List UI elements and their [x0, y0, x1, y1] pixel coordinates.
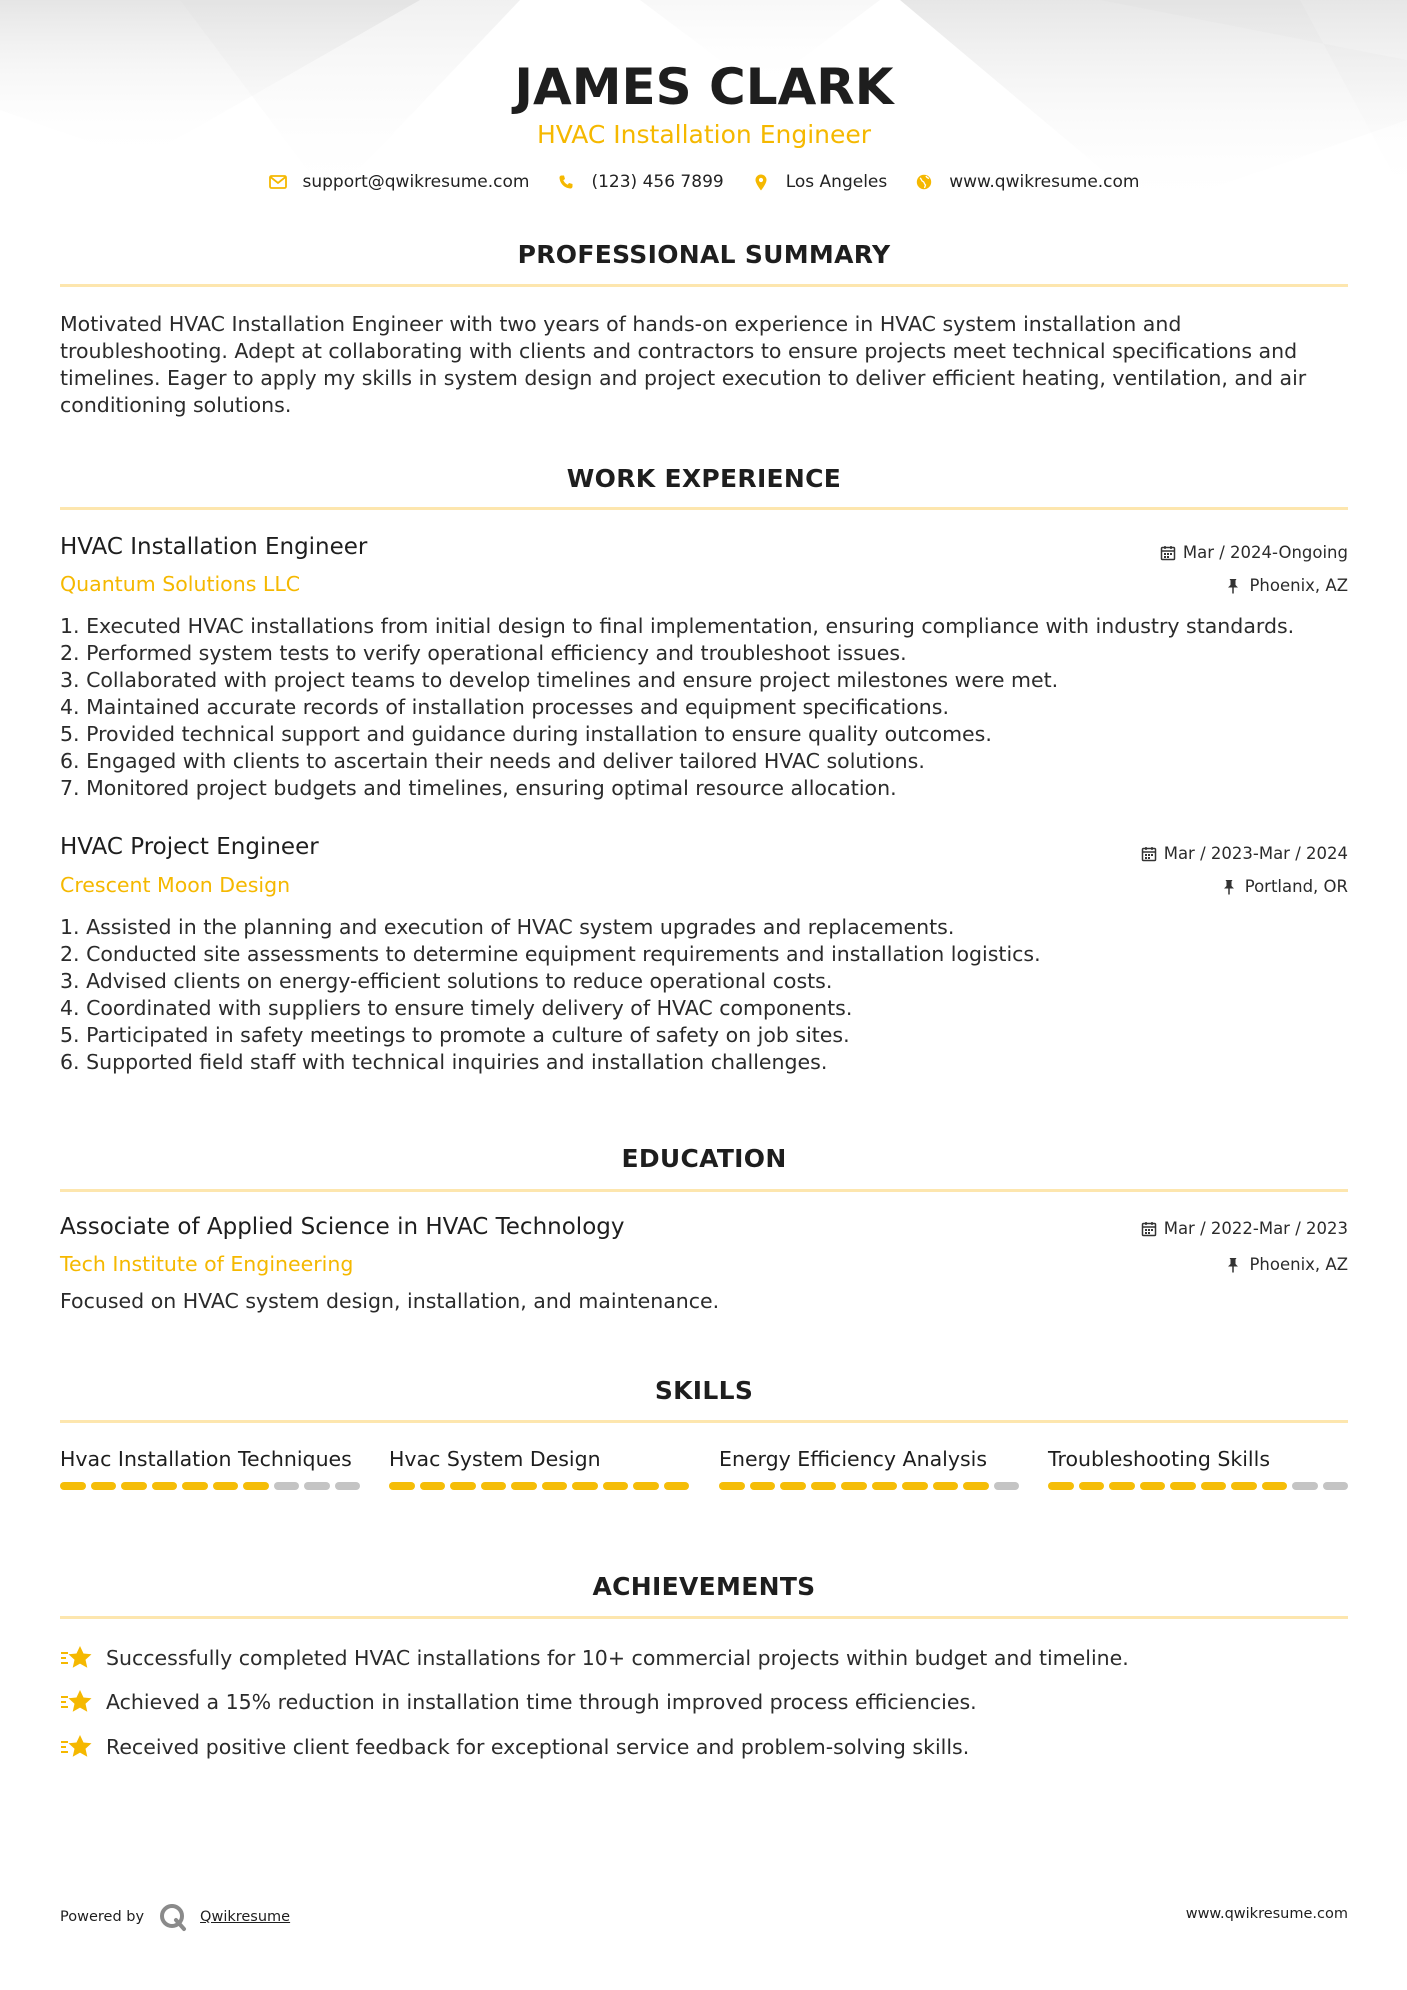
achievements-heading: ACHIEVEMENTS: [592, 1572, 816, 1601]
education-date: [1141, 1219, 1348, 1238]
skill-segment-filled: [91, 1482, 117, 1490]
achievement-text: Received positive client feedback for exceptional service and problem-solving skills.: [106, 1735, 970, 1759]
education-divider: [60, 1189, 1348, 1192]
job-title: HVAC Project Engineer: [60, 834, 319, 860]
skill-segment-filled: [450, 1482, 476, 1490]
job-title: HVAC Installation Engineer: [60, 534, 368, 560]
job-company: Crescent Moon Design: [60, 873, 291, 897]
skill-item: [1048, 1446, 1348, 1490]
experience-divider: [60, 507, 1348, 510]
education-date-text: Mar / 2022-Mar / 2023: [1163, 1219, 1348, 1238]
pushpin-icon: [1226, 1257, 1242, 1273]
list-item: 6. Engaged with clients to ascertain their needs and deliver tailored HVAC solutions.: [60, 749, 925, 773]
skill-segment-filled: [182, 1482, 208, 1490]
skill-segment-filled: [542, 1482, 568, 1490]
skill-level-bar: [1048, 1482, 1348, 1490]
pushpin-icon: [1226, 578, 1242, 594]
contact-email[interactable]: [269, 172, 530, 192]
job-bullets: [60, 613, 1350, 802]
skill-segment-filled: [603, 1482, 629, 1490]
list-item: 2. Conducted site assessments to determine equipment requirements and installation logistics.: [60, 942, 1041, 966]
contact-email-text: support@qwikresume.com: [302, 172, 530, 192]
qwikresume-link[interactable]: Qwikresume: [200, 1909, 291, 1925]
skill-segment-filled: [633, 1482, 659, 1490]
list-item: 4. Coordinated with suppliers to ensure timely delivery of HVAC components.: [60, 996, 853, 1020]
skill-segment-filled: [511, 1482, 537, 1490]
contact-website[interactable]: [915, 172, 1139, 192]
skill-segment-filled: [811, 1482, 837, 1490]
footer-powered-by: [60, 1902, 290, 1932]
education-description: Focused on HVAC system design, installation, and maintenance.: [60, 1289, 720, 1313]
calendar-icon: [1141, 846, 1157, 862]
skill-segment-filled: [213, 1482, 239, 1490]
skill-segment-filled: [719, 1482, 745, 1490]
contact-phone-text: (123) 456 7899: [591, 172, 724, 192]
achievements-divider: [60, 1616, 1348, 1619]
contact-location: [752, 172, 888, 192]
achievement-text: Achieved a 15% reduction in installation time through improved process efficiencies.: [106, 1690, 977, 1714]
skill-segment-empty: [994, 1482, 1020, 1490]
education-location-text: Phoenix, AZ: [1249, 1255, 1348, 1274]
job-location: [1222, 877, 1348, 896]
skills-heading: SKILLS: [654, 1376, 754, 1405]
skill-segment-filled: [664, 1482, 690, 1490]
skill-segment-filled: [243, 1482, 269, 1490]
footer-website[interactable]: www.qwikresume.com: [1185, 1906, 1348, 1922]
skill-segment-filled: [1140, 1482, 1166, 1490]
powered-by-label: Powered by: [60, 1909, 145, 1925]
candidate-title: HVAC Installation Engineer: [536, 120, 872, 149]
skill-segment-empty: [335, 1482, 361, 1490]
job-date-text: Mar / 2023-Mar / 2024: [1163, 844, 1348, 863]
qwikresume-logo-icon: [158, 1902, 188, 1932]
star-icon: [60, 1734, 94, 1760]
skill-segment-filled: [121, 1482, 147, 1490]
skill-level-bar: [389, 1482, 689, 1490]
job-location-text: Portland, OR: [1244, 877, 1348, 896]
skill-segment-filled: [152, 1482, 178, 1490]
envelope-icon: [269, 173, 287, 191]
skill-level-bar: [719, 1482, 1019, 1490]
skill-segment-filled: [389, 1482, 415, 1490]
school-name: Tech Institute of Engineering: [60, 1252, 354, 1276]
degree-title: Associate of Applied Science in HVAC Technology: [60, 1214, 625, 1240]
skill-segment-filled: [1262, 1482, 1288, 1490]
skill-name: Troubleshooting Skills: [1048, 1447, 1271, 1471]
contact-phone[interactable]: [557, 172, 723, 192]
job-date: [1160, 543, 1348, 562]
contact-location-text: Los Angeles: [785, 172, 888, 192]
list-item: 6. Supported field staff with technical inquiries and installation challenges.: [60, 1050, 828, 1074]
skill-name: Energy Efficiency Analysis: [719, 1447, 988, 1471]
skill-name: Hvac System Design: [389, 1447, 601, 1471]
contact-website-text: www.qwikresume.com: [949, 172, 1140, 192]
list-item: 2. Performed system tests to verify operational efficiency and troubleshoot issues.: [60, 641, 907, 665]
list-item: 3. Advised clients on energy-efficient solutions to reduce operational costs.: [60, 969, 833, 993]
skill-segment-filled: [872, 1482, 898, 1490]
list-item: 1. Executed HVAC installations from initial design to final implementation, ensuring compliance with industry standards.: [60, 614, 1295, 638]
calendar-icon: [1160, 545, 1176, 561]
job-location-text: Phoenix, AZ: [1249, 576, 1348, 595]
skill-segment-filled: [60, 1482, 86, 1490]
experience-heading: WORK EXPERIENCE: [566, 464, 842, 493]
star-icon: [60, 1689, 94, 1715]
skill-segment-empty: [274, 1482, 300, 1490]
achievement-item: [60, 1645, 1129, 1671]
skill-segment-filled: [420, 1482, 446, 1490]
list-item: 1. Assisted in the planning and execution of HVAC system upgrades and replacements.: [60, 915, 955, 939]
skill-segment-empty: [1292, 1482, 1318, 1490]
list-item: 7. Monitored project budgets and timelines, ensuring optimal resource allocation.: [60, 776, 897, 800]
skill-segment-filled: [841, 1482, 867, 1490]
skill-segment-filled: [933, 1482, 959, 1490]
job-date-text: Mar / 2024-Ongoing: [1182, 543, 1348, 562]
map-pin-icon: [752, 173, 770, 191]
skill-segment-filled: [963, 1482, 989, 1490]
skill-segment-empty: [304, 1482, 330, 1490]
achievement-text: Successfully completed HVAC installations for 10+ commercial projects within budget and timeline.: [106, 1646, 1129, 1670]
candidate-name: JAMES CLARK: [514, 58, 894, 116]
calendar-icon: [1141, 1221, 1157, 1237]
job-date: [1141, 844, 1348, 863]
skill-segment-filled: [1170, 1482, 1196, 1490]
achievement-item: [60, 1689, 977, 1715]
skill-segment-filled: [1048, 1482, 1074, 1490]
skill-segment-filled: [1201, 1482, 1227, 1490]
skill-item: [389, 1446, 689, 1490]
skill-segment-filled: [902, 1482, 928, 1490]
skill-segment-filled: [750, 1482, 776, 1490]
skill-segment-filled: [1109, 1482, 1135, 1490]
skill-segment-filled: [1231, 1482, 1257, 1490]
achievement-item: [60, 1734, 969, 1760]
summary-heading: PROFESSIONAL SUMMARY: [517, 240, 891, 269]
list-item: 4. Maintained accurate records of installation processes and equipment specifications.: [60, 695, 949, 719]
list-item: 5. Participated in safety meetings to promote a culture of safety on job sites.: [60, 1023, 850, 1047]
contact-bar: [60, 172, 1348, 192]
summary-text: Motivated HVAC Installation Engineer with two years of hands-on experience in HVAC system installation and troubleshooting. Adept at collaborating with clients and contractors to ensure projects meet technical specifications and timelines. Eager to apply my skills in system design and project execution to deliver efficient heating, ventilation, and air conditioning solutions.: [60, 312, 1307, 417]
skill-segment-empty: [1323, 1482, 1349, 1490]
skill-segment-filled: [1079, 1482, 1105, 1490]
pushpin-icon: [1222, 879, 1238, 895]
skill-level-bar: [60, 1482, 360, 1490]
skill-segment-filled: [780, 1482, 806, 1490]
job-company: Quantum Solutions LLC: [60, 572, 301, 596]
skill-item: [60, 1446, 360, 1490]
job-location: [1226, 576, 1348, 595]
list-item: 5. Provided technical support and guidance during installation to ensure quality outcomes.: [60, 722, 992, 746]
summary-divider: [60, 284, 1348, 287]
skills-divider: [60, 1420, 1348, 1423]
skill-item: [719, 1446, 1019, 1490]
job-bullets: [60, 914, 1350, 1076]
skill-segment-filled: [572, 1482, 598, 1490]
star-icon: [60, 1645, 94, 1671]
skill-name: Hvac Installation Techniques: [60, 1447, 352, 1471]
education-heading: EDUCATION: [621, 1144, 787, 1173]
skill-segment-filled: [481, 1482, 507, 1490]
education-location: [1226, 1255, 1348, 1274]
phone-icon: [557, 173, 575, 191]
list-item: 3. Collaborated with project teams to develop timelines and ensure project milestones were met.: [60, 668, 1059, 692]
globe-icon: [915, 173, 933, 191]
